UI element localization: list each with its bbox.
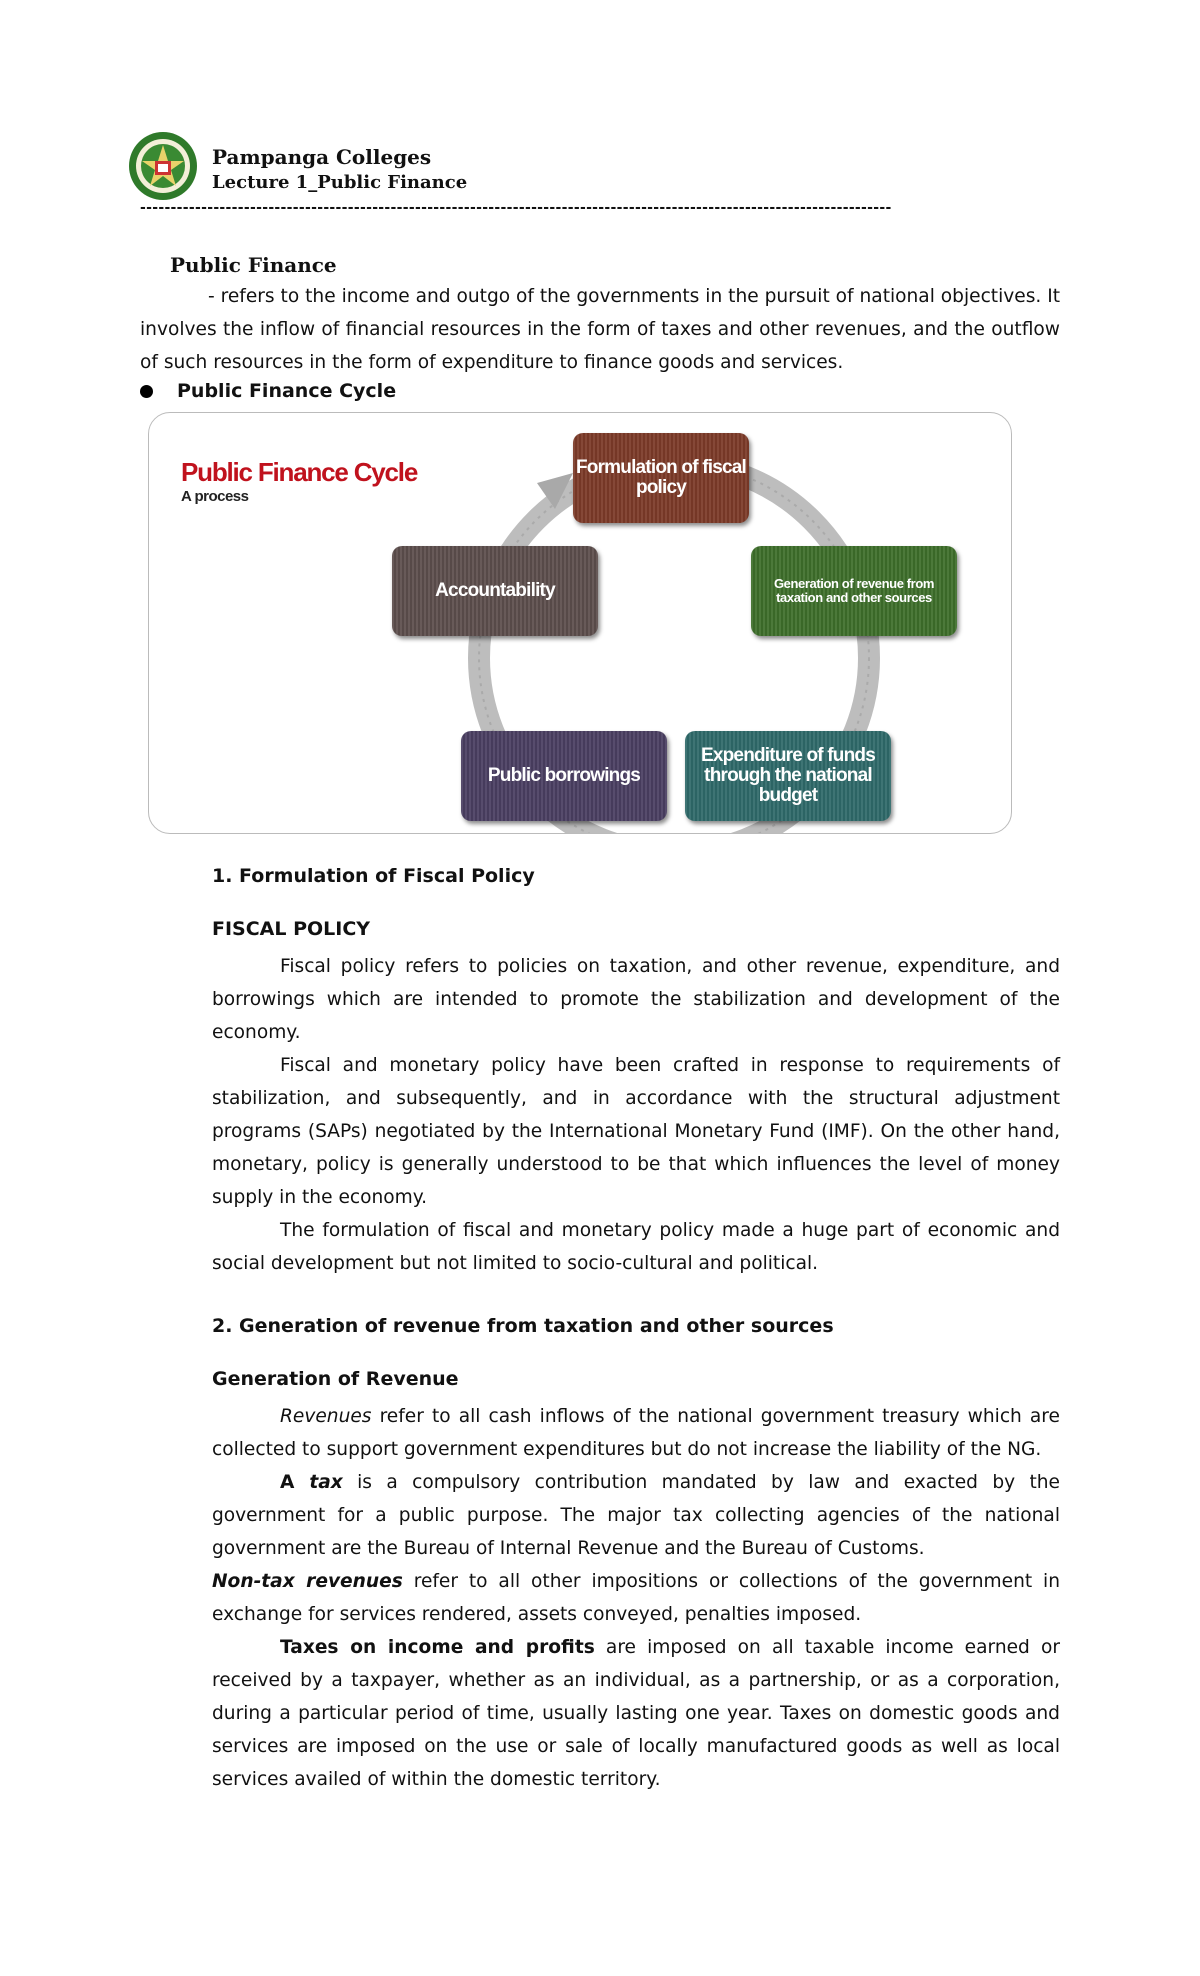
public-finance-cycle-diagram xyxy=(148,412,1012,834)
paragraph: Fiscal and monetary policy have been crafted in response to requirements of stabilization, and subsequently, and in accordance with the structural adjustment programs (SAPs) negotiated by the International Monetary Fund (IMF). On the other hand, monetary, policy is generally understood to be that which influences the level of money supply in the economy. xyxy=(212,1055,1060,1208)
step-public-borrowings: Public borrowings xyxy=(461,731,667,821)
bullet-label: Public Finance Cycle xyxy=(177,380,397,402)
bullet-dot-icon xyxy=(140,385,153,398)
step-expenditure-of-funds: Expenditure of funds through the national budget xyxy=(685,731,891,821)
diagram-subtitle: A process xyxy=(181,488,249,505)
public-finance-definition: - refers to the income and outgo of the governments in the pursuit of national objectives. It involves the inflow of financial resources in the form of taxes and other revenues, and the outflow of such resources in the form of expenditure to finance goods and services. xyxy=(140,286,1060,373)
income-text: are imposed on all taxable income earned or received by a taxpayer, whether as an individual, as a partnership, or as a corporation, during a particular period of time, usually lasting one year. Taxes on domestic goods and services are imposed on the use or sale of locally manufactured goods as well as local services availed of within the domestic territory. xyxy=(212,1637,1061,1790)
paragraph: The formulation of fiscal and monetary policy made a huge part of economic and social development but not limited to socio-cultural and political. xyxy=(212,1220,1060,1274)
diagram-title: Public Finance Cycle xyxy=(181,457,418,487)
fiscal-policy-body xyxy=(212,950,1060,1280)
term-revenues: Revenues xyxy=(280,1406,372,1427)
header-divider: --------------------------------------------------------------------------------------------------------------------------- xyxy=(140,200,892,216)
term-tax: tax xyxy=(309,1472,343,1493)
subheading-generation-of-revenue: Generation of Revenue xyxy=(212,1368,459,1390)
tax-text: is a compulsory contribution mandated by law and exacted by the government for a public purpose. The major tax collecting agencies of the national government are the Bureau of Internal Revenue and the Bureau of Customs. xyxy=(212,1472,1060,1559)
institution-name: Pampanga Colleges xyxy=(212,145,432,169)
paragraph-nontax xyxy=(212,1565,1060,1631)
section-title-public-finance: Public Finance xyxy=(170,253,337,277)
paragraph-income-taxes xyxy=(212,1631,1060,1796)
revenue-body xyxy=(212,1400,1060,1796)
paragraph: Fiscal policy refers to policies on taxation, and other revenue, expenditure, and borrowings which are intended to promote the stabilization and development of the economy. xyxy=(212,956,1060,1043)
step-formulation-of-fiscal-policy: Formulation of fiscal policy xyxy=(573,433,749,523)
lecture-title: Lecture 1_Public Finance xyxy=(212,172,468,193)
tax-article: A xyxy=(280,1472,310,1493)
subheading-fiscal-policy: FISCAL POLICY xyxy=(212,918,371,940)
section-heading-fiscal-policy: 1. Formulation of Fiscal Policy xyxy=(212,865,535,887)
paragraph-revenues xyxy=(212,1400,1060,1466)
term-nontax-revenues: Non-tax revenues xyxy=(212,1571,403,1592)
bullet-public-finance-cycle xyxy=(140,380,396,402)
revenues-text: refer to all cash inflows of the national government treasury which are collected to support government expenditures but do not increase the liability of the NG. xyxy=(212,1406,1060,1460)
section-heading-generation-of-revenue: 2. Generation of revenue from taxation and other sources xyxy=(212,1315,834,1337)
nontax-text: refer to all other impositions or collections of the government in exchange for services rendered, assets conveyed, penalties imposed. xyxy=(212,1571,1060,1625)
college-seal-logo xyxy=(128,131,198,201)
step-generation-of-revenue: Generation of revenue from taxation and other sources xyxy=(751,546,957,636)
step-accountability: Accountability xyxy=(392,546,598,636)
paragraph-tax xyxy=(212,1466,1060,1565)
term-taxes-on-income: Taxes on income and profits xyxy=(280,1637,595,1658)
